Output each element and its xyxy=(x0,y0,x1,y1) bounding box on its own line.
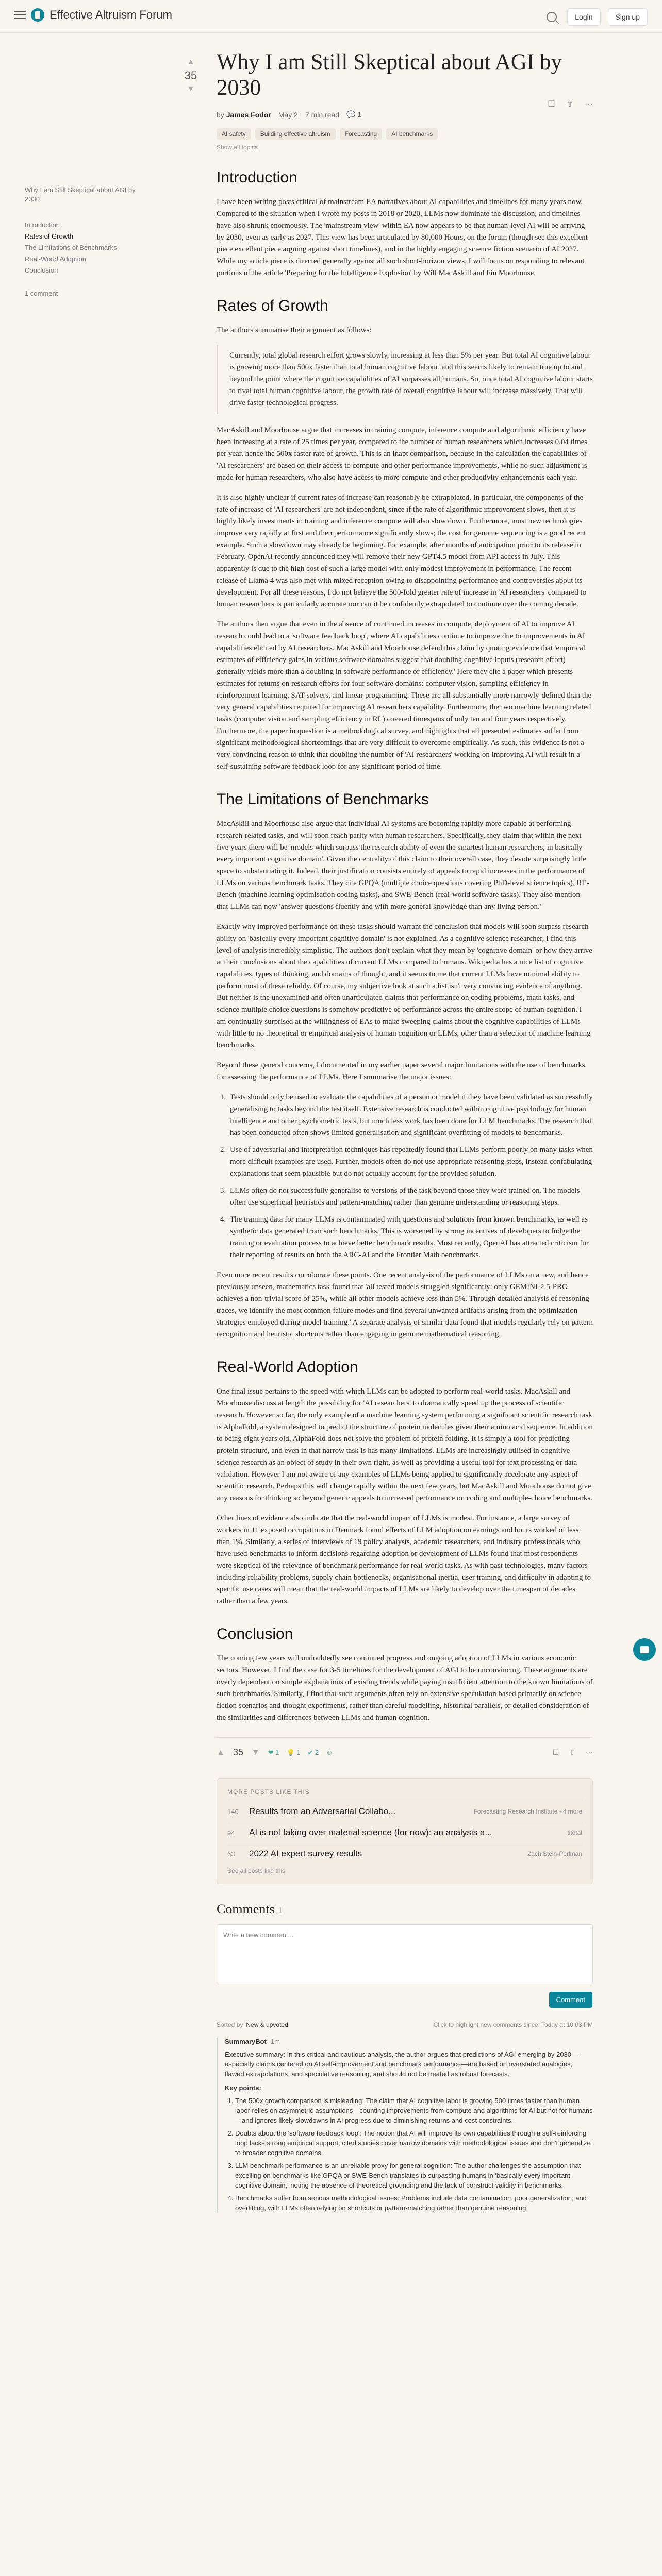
toc-comments-link[interactable]: 1 comment xyxy=(25,290,58,297)
tag-chip[interactable]: AI benchmarks xyxy=(386,128,438,140)
paragraph: Even more recent results corroborate these points. One recent analysis of the performance of LLMs on a new, and hence previously unseen, mathematics task found that 'all tested models struggled significantly: only GEMINI-2.5-PRO achieves a non-trivial score of 25%, while all other models achieve less than 5%. Through detailed analysis of reasoning traces, we identify the most common failure modes and find several unwanted artifacts arising from the optimization strategies employed during model training.' A separate analysis of similar data found that models regularly rely on pattern recognition and heuristic shortcuts rather than engaging in genuine mathematical reasoning. xyxy=(217,1271,593,1338)
vote-score: 35 xyxy=(184,69,197,82)
tag-chip[interactable]: AI safety xyxy=(217,128,251,140)
blockquote: Currently, total global research effort grows slowly, increasing at less than 5% per year. But total AI cognitive labour is growing more than 500x faster than total human cognitive labour, and this seems likely to remain true up to and beyond the point where the cognitive capabilities of AI surpasses all humans. So, once total AI cognitive labour starts to rival total human cognitive labour, the growth rate of overall cognitive labour will increase massively. That will drive faster technological progress. xyxy=(217,345,593,414)
vote-widget xyxy=(180,58,201,94)
comment-editor xyxy=(217,1924,593,2004)
paragraph: I have been writing posts critical of mainstream EA narratives about AI capabilities and timelines for many years now. Compared to the situation when I wrote my posts in 2018 or 2020, LLMs now dominate the discussion, and timelines have also shrunk enormously. The 'mainstream view' within EA now appears to be that human-level AI will be arriving by 2030, even as early as 2027. This view has been articulated by 80,000 Hours, on the forum (though see this excellent piece excellent piece arguing against short timelines), and in the highly engaging science fiction scenario of AI 2027. While my article piece is directed generally against all such short-horizon views, I will focus on responding to relevant portions of the article 'Preparing for the Intelligence Explosion' by Will MacAskill and Fin Moorhouse. xyxy=(217,198,588,277)
read-time: 7 min read xyxy=(305,110,340,119)
more-options-icon[interactable]: ⋯ xyxy=(586,1748,593,1756)
paragraph: The authors then argue that even in the absence of continued increases in compute, deployment of AI to improve AI research could lead to a 'software feedback loop', where AI capabilities continue to improve due to improvements in AI capabilities elicited by AI researchers. MacAskill and Moorhouse defend this claim by quoting evidence that 'empirical estimates of efficiency gains in various software domains suggest that doubling cognitive inputs (research effort) generally yields more than a doubling in software performance or efficiency.' Here they cite a paper which presents estimates for returns on research efforts for four software domains: computer vision, sampling efficiency in reinforcement learning, SAT solvers, and linear programming. These are all substantially more narrowly-defined than the very general capabilities required for improving AI researchers capability. Furthermore, the two machine learning related tasks (computer vision and sampling efficiency in RL) covered timespans of only ten and four years respectively. Furthermore, the paper in question is a methodological survey, and highlights that all presented estimates suffer from significant methodological shortcomings that are very difficult to overcome empirically. As such, this evidence is not a very convincing reason to think that doubling the number of 'AI researchers' working on improving AI will result in a self-sustaining software feedback loop for any significant period of time. xyxy=(217,620,592,771)
reaction-agree[interactable]: ✔ 2 xyxy=(307,1748,319,1756)
post-main-column xyxy=(217,49,593,2216)
toc-title[interactable]: Why I am Still Skeptical about AGI by 2030 xyxy=(25,186,136,203)
list-item: 3. LLM benchmark performance is an unreliable proxy for general cognition: The author challenges the assumption that excelling on benchmarks like GPQA or SWE-Bench translates to surpassing humans in 'basically every important cognitive domain,' noting the absence of theoretical grounding and the lack of construct validity in benchmarks. xyxy=(235,2161,593,2190)
list-item: 2. Doubts about the 'software feedback loop': The notion that AI will improve its own capabilities through a self-reinforcing loop lacks strong empirical support; cited studies cover narrow domains with methodological issues and don't generalize to broader cognitive domains. xyxy=(235,2128,593,2158)
post-date: May 2 xyxy=(278,110,298,119)
list-item: 1. Tests should only be used to evaluate the capabilities of a person or model if they have been validated as successfully generalising to tasks beyond the test itself. Extensive research is conducted within cognitive psychology for human intelligence and other psychometric tests, but much less work has been done for LLM benchmarks. The research that has been conducted often shows limited generalisation and significant overfitting of models to benchmarks. xyxy=(228,1092,593,1139)
comment-item xyxy=(217,2038,593,2213)
paragraph: MacAskill and Moorhouse also argue that individual AI systems are becoming rapidly more capable at performing research-related tasks, and will soon reach parity with human researchers. Specifically, they claim that within the next five years there will be 'models which surpass the research ability of even the smartest human researchers, in basically every important cognitive domain'. Given the centrality of this claim to their overall case, they devote surprisingly little space to substantiating it. Indeed, their justification consists entirely of appeals to rapid increases in the performance of LLMs on various benchmark tasks. They cite GPQA (multiple choice questions covering PhD-level science topics), RE-Bench (machine learning optimisation coding tasks), and SWE-Bench (real-world software tasks). They also mention that LLMs can now 'answer questions fluently and with more general knowledge than any living person.' xyxy=(217,820,589,911)
vote-score: 35 xyxy=(233,1747,243,1757)
reactions xyxy=(268,1749,333,1757)
login-button[interactable]: Login xyxy=(567,8,600,26)
post-body xyxy=(217,168,593,1724)
related-post-row[interactable]: 94 AI is not taking over material science (for now): an analysis a... titotal xyxy=(227,1822,582,1843)
toc-item-conclusion[interactable]: Conclusion xyxy=(25,266,58,274)
tag-chip[interactable]: Building effective altruism xyxy=(255,128,336,140)
reaction-heart[interactable]: ❤ 1 xyxy=(268,1748,279,1756)
share-icon[interactable]: ⇧ xyxy=(566,100,573,109)
more-posts-heading: MORE POSTS LIKE THIS xyxy=(227,1788,310,1795)
share-icon[interactable]: ⇧ xyxy=(569,1748,575,1756)
section-heading: Conclusion xyxy=(217,1625,293,1642)
comment-author[interactable]: SummaryBot 1m xyxy=(225,2038,280,2045)
toc-item-real-world-adoption[interactable]: Real-World Adoption xyxy=(25,255,86,263)
paragraph: The coming few years will undoubtedly see continued progress and ongoing adoption of LLMs in various economic sectors. However, I find the case for 3-5 timelines for the development of AGI to be unconvincing. These arguments are overly dependent on simple explanations of existing trends while paying insufficient attention to the known limitations of such benchmarks. Similarly, I find that such arguments often rely on extensive speculation based primarily on science fiction scenarios and thought experiments, rather than careful modelling, historical parallels, or detailed consideration of the similarities and differences between LLMs and human cognition. xyxy=(217,1654,593,1722)
section-heading: Rates of Growth xyxy=(217,297,328,314)
downvote-icon[interactable]: ▼ xyxy=(251,1748,260,1757)
toc-item-limitations-of-benchmarks[interactable]: The Limitations of Benchmarks xyxy=(25,244,117,251)
paragraph: Other lines of evidence also indicate that the real-world impact of LLMs is modest. For instance, a large survey of workers in 11 exposed occupations in Denmark found effects of LLM adoption on earnings and hours worked of less than 1%. Similarly, a series of interviews of 19 policy analysts, academic researchers, and industry professionals who have used benchmarks to inform decisions regarding adoption or development of LLMs found that most respondents were skeptical of the relevance of benchmark performance for real-world tasks. As with past technologies, many factors including reliability problems, supply chain bottlenecks, organisational inertia, user training, and difficulty in adapting to specific use cases will mean that the real-world impacts of LLMs are likely to develop over the timespan of decades rather than a few years. xyxy=(217,1514,591,1605)
list-item: 4. Benchmarks suffer from serious methodological issues: Problems include data contamination, poor generalization, and overfitting, with LLMs often relying on shortcuts or pattern-matching rather than genuine reasoning. xyxy=(235,2193,593,2213)
brand[interactable] xyxy=(14,8,172,22)
bottom-actions xyxy=(553,1748,593,1757)
reaction-insight[interactable]: 💡 1 xyxy=(286,1748,301,1756)
chat-button[interactable] xyxy=(633,1638,656,1661)
section-heading: Introduction xyxy=(217,169,297,186)
bookmark-icon[interactable]: ☐ xyxy=(548,100,555,109)
post-title: Why I am Still Skeptical about AGI by 2030 xyxy=(217,50,562,100)
bookmark-icon[interactable]: ☐ xyxy=(552,1748,559,1756)
more-posts-box xyxy=(217,1778,593,1884)
post-meta: by James Fodor May 2 7 min read 💬 1 xyxy=(217,110,362,119)
author-link[interactable]: James Fodor xyxy=(226,110,271,119)
downvote-icon[interactable]: ▼ xyxy=(187,84,195,93)
paragraph: The authors summarise their argument as follows: xyxy=(217,326,372,334)
section-heading: The Limitations of Benchmarks xyxy=(217,791,429,808)
paragraph: Beyond these general concerns, I documented in my earlier paper several major limitations with the use of benchmarks for assessing the performance of LLMs. Here I summarise the major issues: xyxy=(217,1061,585,1081)
signup-button[interactable]: Sign up xyxy=(608,8,648,26)
top-navigation-bar xyxy=(0,0,662,33)
upvote-icon[interactable]: ▲ xyxy=(217,1748,225,1757)
comments-heading: Comments 1 xyxy=(217,1902,283,1917)
paragraph: Exactly why improved performance on these tasks should warrant the conclusion that models will soon surpass research ability on 'basically every important cognitive domain' is not explained. As a cognitive science researcher, I find this level of analysis incredibly simplistic. The authors don't explain what they mean by 'cognitive domain' or how they arrive at their conclusions about the capabilities of current LLMs compared to humans. Wikipedia has a nice list of cognitive capabilities, types of thinking, and domains of thought, and it seems to me that current LLMs have minimal ability to perform most of these reliably. Of course, my subjective look at such a list isn't very convincing evidence of anything. But neither is the unexamined and often unarticulated claims that performance on coding problems, math tasks, and science multiple choice questions is somehow predictive of performance across the entire scope of human cognition. I am continually surprised at the willingness of EAs to make sweeping claims about the cognitive capabilities of LLMs with little to no theoretical or empirical analysis of human cognition or LLMs, other than a selection of machine learning benchmarks. xyxy=(217,923,592,1049)
numbered-list xyxy=(228,1092,593,1261)
related-post-row[interactable]: 63 2022 AI expert survey results Zach Stein-Perlman xyxy=(227,1843,582,1864)
related-post-row[interactable]: 140 Results from an Adversarial Collabo... Forecasting Research Institute +4 more xyxy=(227,1801,582,1822)
bottom-vote-bar xyxy=(217,1737,593,1758)
upvote-icon[interactable]: ▲ xyxy=(187,58,195,66)
add-reaction-icon[interactable]: ☺ xyxy=(326,1748,333,1756)
table-of-contents xyxy=(25,185,148,297)
comment-submit-button[interactable]: Comment xyxy=(549,1992,592,2008)
chat-icon xyxy=(640,1646,649,1653)
logo-icon xyxy=(31,8,44,22)
comment-body: Executive summary: In this critical and cautious analysis, the author argues that predictions of AGI emerging by 2030—especially claims centered on AI self-improvement and benchmark performance—are based on overstated analogies, flawed extrapolations, and speculative reasoning, and should not be treated as robust forecasts. Key points: 1. The 500x growth comparison is misleading: The claim that AI cognitive labor is growing 500 times faster than human labor relies on asymmetric assumptions—counting improvements from compute and algorithms for AI but not for humans—and ignores likely slowdowns in AI progress due to diminishing returns and cost constraints. 2. Doubts about the 'software feedback loop': The notion that AI will improve its own capabilities through a self-reinforcing loop lacks strong empirical support; cited studies cover narrow domains with methodological issues and don't generalize to broader cognitive domains. 3. LLM benchmark performance is an unreliable proxy for general cognition: The author challenges the assumption that excelling on benchmarks like GPQA or SWE-Bench translates to surpassing humans in 'basically every important cognitive domain,' noting the absence of theoretical grounding and the lack of construct validity in benchmarks. 4. Benchmarks suffer from serious methodological issues: Problems include data contamination, poor generalization, and overfitting, with LLMs often relying on shortcuts or pattern-matching rather than genuine reasoning. xyxy=(225,2049,593,2213)
list-item: 4. The training data for many LLMs is contaminated with questions and solutions from known benchmarks, as well as synthetic data generated from such benchmarks. This is worsened by strong incentives of developers to fudge the training or evaluation process to achieve better benchmark results. Most recently, OpenAI has attracted criticism for their reporting of results on both the ARC-AI and the Frontier Math benchmarks. xyxy=(228,1214,593,1261)
list-item: 3. LLMs often do not successfully generalise to versions of the task beyond those they were trained on. The models often use superficial heuristics and pattern-matching rather than genuine understanding or reasoning steps. xyxy=(228,1185,593,1209)
new-comment-input[interactable] xyxy=(217,1925,592,1984)
comment-count-link[interactable]: 💬 1 xyxy=(346,110,362,118)
paragraph: It is also highly unclear if current rates of increase can reasonably be extrapolated. In particular, the components of the rate of increase of 'AI researchers' are not independent, since if the rate of algorithmic improvement slows, then it is highly likely investments in training and inference compute will also slow down. Furthermore, most new technologies improve very rapidly at first and then performance significantly slows; the cost for genome sequencing is a good recent example. Such a slowdown may already be beginning. For example, after months of anticipation prior to its release in February, OpenAI recently announced they will remove their new GPT4.5 model from API access in July. This apparently is due to the high cost of such a large model with only modest improvement in performance. The recent release of Llama 4 was also met with mixed reception owing to disappointing performance and controversies about its development. For all these reasons, I do not believe the 500-fold greater rate of increase in 'AI researchers' compared to human researchers is particularly accurate nor can it be confidently extrapolated to continue over the coming decade. xyxy=(217,494,587,608)
search-icon[interactable] xyxy=(547,12,557,22)
see-all-posts-link[interactable]: See all posts like this xyxy=(227,1867,286,1874)
highlight-new-comments[interactable]: Click to highlight new comments since: Today at 10:03 PM xyxy=(433,2021,593,2028)
toc-item-rates-of-growth[interactable]: Rates of Growth xyxy=(25,232,73,240)
tag-list xyxy=(217,128,593,140)
tag-chip[interactable]: Forecasting xyxy=(340,128,383,140)
show-all-topics-link[interactable]: Show all topics xyxy=(217,144,258,151)
comment-sort-row: Sorted by New & upvoted Click to highlight new comments since: Today at 10:03 PM xyxy=(217,2021,593,2028)
list-item: 2. Use of adversarial and interpretation techniques has repeatedly found that LLMs perform poorly on many tasks when more difficult examples are used. Further, models often do not use appropriate reasoning steps, instead confabulating explanations that seem plausible but do not actually account for the provided solution. xyxy=(228,1144,593,1180)
header-actions xyxy=(547,8,648,26)
toc-item-introduction[interactable]: Introduction xyxy=(25,221,60,229)
list-item: 1. The 500x growth comparison is misleading: The claim that AI cognitive labor is growing 500 times faster than human labor relies on asymmetric assumptions—counting improvements from compute and algorithms for AI but not for humans—and ignores likely slowdowns in AI progress due to diminishing returns and cost constraints. xyxy=(235,2096,593,2125)
more-options-icon[interactable]: ⋯ xyxy=(585,100,593,109)
paragraph: MacAskill and Moorhouse argue that increases in training compute, inference compute and algorithmic efficiency have been increasing at a rate of 25 times per year, compared to the number of human researchers which increases 0.04 times per year, hence the 500x faster rate of growth. This is an inapt comparison, because in the calculation the capabilities of 'AI researchers' are based on their access to compute and other performance improvements, while no such adjustment is made for human researchers, who also have access to more compute and other productivity enhancements each year. xyxy=(217,426,588,482)
menu-icon[interactable] xyxy=(14,11,26,19)
post-actions xyxy=(548,99,593,109)
paragraph: One final issue pertains to the speed with which LLMs can be adopted to perform real-world tasks. MacAskill and Moorhouse discuss at length the possibility for 'AI researchers' to dramatically speed up the process of scientific research. However so far, the only example of a machine learning system performing a significant scientific research task is AlphaFold, a system designed to predict the structure of protein molecules given their amino acid sequence. In addition to being eight years old, AlphaFold does not solve the problem of protein folding. It is simply a tool for predicting protein structure, and even in that narrow task is has many limitations. LLMs are increasingly utilised in cognitive science research as an object of study in their own right, as well as providing a useful tool for text processing or data validation. However I am not aware of any examples of LLMs being applied to significantly accelerate any aspect of scientific research. Perhaps this will change rapidly within the next few years, but MacAskill and Moorhouse do not give any reasons for thinking so beyond generic appeals to increased performance on coding and multiple-choice benchmarks. xyxy=(217,1387,593,1502)
site-title[interactable]: Effective Altruism Forum xyxy=(49,8,172,21)
sort-select[interactable]: New & upvoted xyxy=(246,2021,288,2028)
section-heading: Real-World Adoption xyxy=(217,1359,358,1376)
